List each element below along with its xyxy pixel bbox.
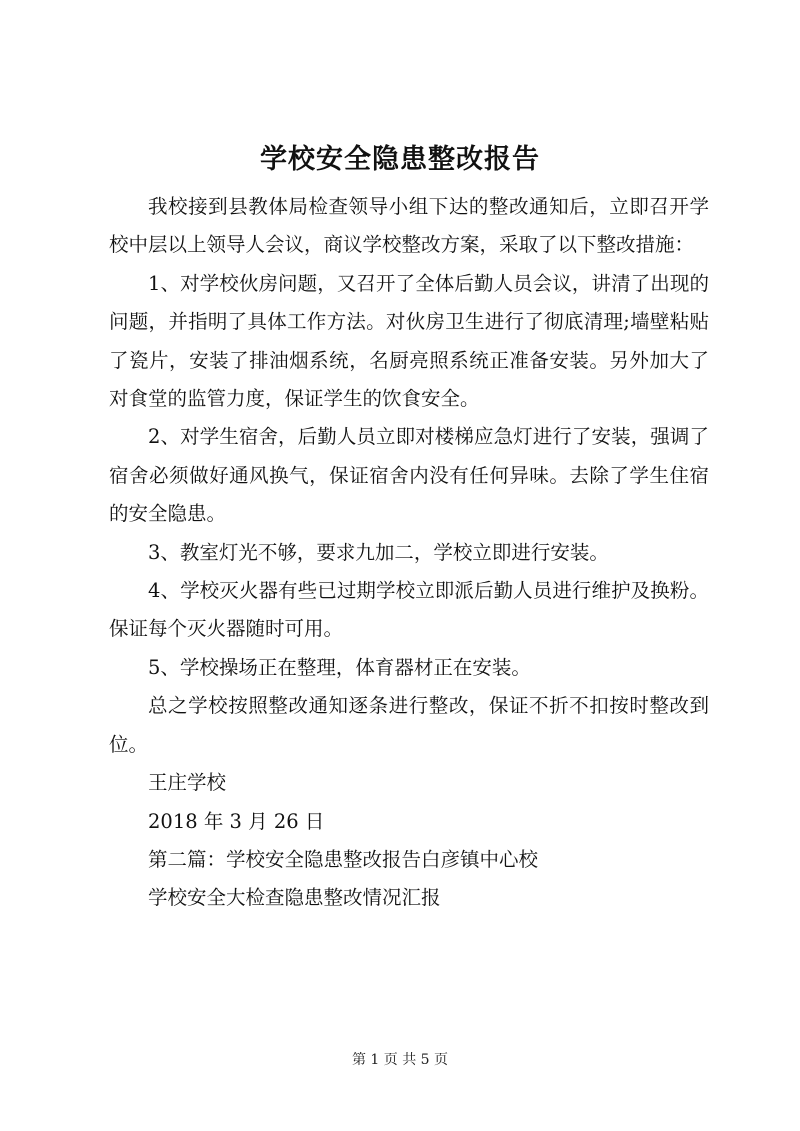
conclusion-paragraph: 总之学校按照整改通知逐条进行整改，保证不折不扣按时整改到位。 (109, 694, 709, 756)
second-article-heading: 第二篇：学校安全隐患整改报告白彦镇中心校 (148, 847, 539, 871)
measure-5-paragraph: 5、学校操场正在整理，体育器材正在安装。 (148, 655, 531, 679)
measure-4-paragraph: 4、学校灭火器有些已过期学校立即派后勤人员进行维护及换粉。保证每个灭火器随时可用。 (109, 579, 709, 641)
measure-2-paragraph: 2、对学生宿舍，后勤人员立即对楼梯应急灯进行了安装，强调了宿舍必须做好通风换气，保证宿舍内没有任何异味。去除了学生住宿的安全隐患。 (109, 425, 709, 526)
measure-3-paragraph: 3、教室灯光不够，要求九加二，学校立即进行安装。 (148, 540, 609, 564)
signature-date: 2018 年 3 月 26 日 (148, 809, 325, 833)
second-article-subtitle: 学校安全大检查隐患整改情况汇报 (148, 886, 441, 910)
measure-1-paragraph: 1、对学校伙房问题，又召开了全体后勤人员会议，讲清了出现的问题，并指明了具体工作方法。对伙房卫生进行了彻底清理;墙壁粘贴了瓷片，安装了排油烟系统，名厨亮照系统正准备安装。另外加大了对食堂的监管力度，保证学生的饮食安全。 (109, 271, 709, 411)
document-title: 学校安全隐患整改报告 (260, 144, 540, 175)
document-body (109, 188, 709, 918)
signature-school: 王庄学校 (148, 771, 227, 795)
page-number-footer: 第 1 页 共 5 页 (351, 1052, 449, 1068)
intro-paragraph: 我校接到县教体局检查领导小组下达的整改通知后，立即召开学校中层以上领导人会议，商议学校整改方案，采取了以下整改措施： (109, 195, 709, 257)
